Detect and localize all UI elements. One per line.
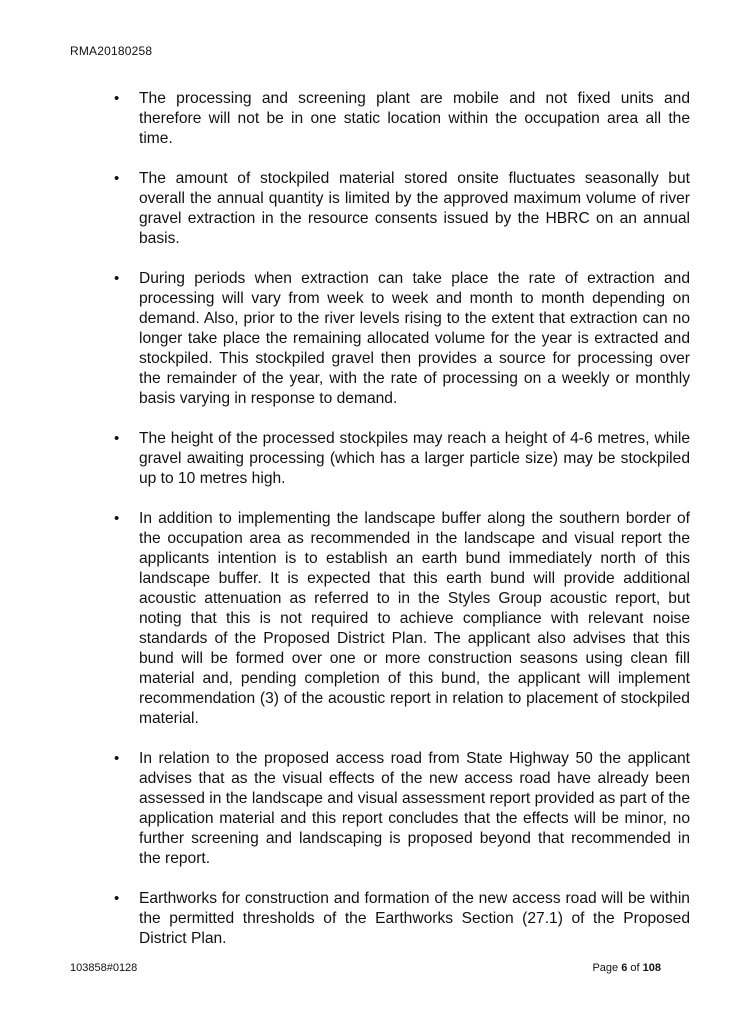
footer-document-id: 103858#0128 bbox=[70, 962, 138, 974]
list-item-text: In addition to implementing the landscape buffer along the southern border of the occupation area as recommended in the landscape and visual report the applicants intention is to establish an earth bund immediately north of this landscape buffer. It is expected that this earth bund will provide additional acoustic attenuation as referred to in the Styles Group acoustic report, but noting that this is not required to achieve compliance with relevant noise standards of the Proposed District Plan. The applicant also advises that this bund will be formed over one or more construction seasons using clean fill material and, pending completion of this bund, the applicant will implement recommendation (3) of the acoustic report in relation to placement of stockpiled material. bbox=[139, 510, 690, 727]
list-item bbox=[112, 509, 690, 729]
bullet-icon: • bbox=[114, 430, 120, 447]
page-total: 108 bbox=[642, 962, 661, 974]
list-item bbox=[112, 169, 690, 249]
bullet-list bbox=[112, 89, 690, 969]
bullet-icon: • bbox=[114, 90, 120, 107]
list-item-text: Earthworks for construction and formation of the new access road will be within the permitted thresholds of the Earthworks Section (27.1) of the Proposed District Plan. bbox=[139, 890, 690, 947]
list-item-text: The height of the processed stockpiles may reach a height of 4-6 metres, while gravel awaiting processing (which has a larger particle size) may be stockpiled up to 10 metres high. bbox=[139, 430, 690, 487]
page-label: Page bbox=[592, 962, 619, 974]
page-current: 6 bbox=[621, 962, 628, 974]
bullet-icon: • bbox=[114, 270, 120, 287]
page-of-label: of bbox=[630, 962, 640, 974]
bullet-icon: • bbox=[114, 750, 120, 767]
document-reference: RMA20180258 bbox=[70, 44, 153, 58]
list-item bbox=[112, 429, 690, 489]
bullet-icon: • bbox=[114, 890, 120, 907]
list-item-text: The amount of stockpiled material stored onsite fluctuates seasonally but overall the annual quantity is limited by the approved maximum volume of river gravel extraction in the resource consents issued by the HBRC on an annual basis. bbox=[139, 170, 690, 247]
page-number bbox=[592, 962, 661, 974]
list-item bbox=[112, 89, 690, 149]
list-item bbox=[112, 269, 690, 409]
list-item bbox=[112, 749, 690, 869]
bullet-icon: • bbox=[114, 170, 120, 187]
list-item bbox=[112, 889, 690, 949]
list-item-text: The processing and screening plant are mobile and not fixed units and therefore will not be in one static location within the occupation area all the time. bbox=[139, 90, 690, 147]
list-item-text: In relation to the proposed access road from State Highway 50 the applicant advises that as the visual effects of the new access road have already been assessed in the landscape and visual assessment report provided as part of the application material and this report concludes that the effects will be minor, no further screening and landscaping is proposed beyond that recommended in the report. bbox=[139, 750, 690, 867]
list-item-text: During periods when extraction can take place the rate of extraction and processing will vary from week to week and month to month depending on demand. Also, prior to the river levels rising to the extent that extraction can no longer take place the remaining allocated volume for the year is extracted and stockpiled. This stockpiled gravel then provides a source for processing over the remainder of the year, with the rate of processing on a weekly or monthly basis varying in response to demand. bbox=[139, 270, 690, 407]
bullet-icon: • bbox=[114, 510, 120, 527]
